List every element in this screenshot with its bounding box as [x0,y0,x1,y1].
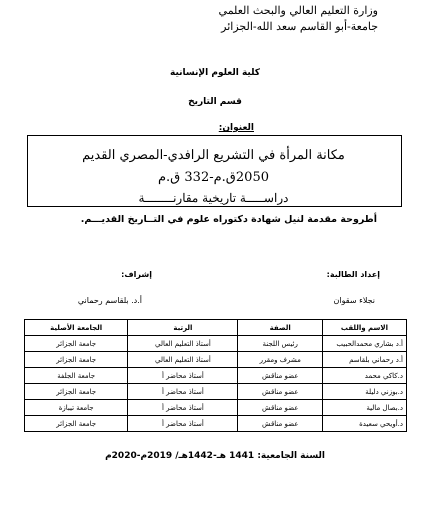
jury-member-role: عضو مناقش [238,400,323,416]
jury-member-rank: أستاذ التعليم العالي [128,352,238,368]
jury-member-university: جامعة الجلفة [25,368,128,384]
jury-header-rank: الرتبة [128,320,238,336]
jury-member-role: مشرف ومقرر [238,352,323,368]
jury-row [25,400,407,416]
jury-header-row [25,320,407,336]
jury-member-name: أ.د رحماني بلقاسم [322,352,406,368]
thesis-period: 2050ق.م-332 ق.م [158,170,269,185]
jury-header-role: الصفة [238,320,323,336]
jury-member-role: رئيس اللجنة [238,336,323,352]
jury-member-university: جامعة تيبازة [25,400,128,416]
jury-member-rank: أستاذ محاضر أ [128,384,238,400]
jury-member-role: عضو مناقش [238,368,323,384]
student-name: نجلاء سقوان [333,296,375,305]
jury-header-university: الجامعة الأصلية [25,320,128,336]
jury-member-university: جامعة الجزائر [25,384,128,400]
jury-member-name: د.أويحي سعيدة [322,416,406,432]
supervisor-name: أ.د. بلقاسم رحماني [77,296,142,305]
jury-row [25,416,407,432]
student-label: إعداد الطالبة: [326,270,380,279]
jury-row [25,336,407,352]
jury-header-name: الاسم واللقب [322,320,406,336]
jury-member-rank: أستاذ محاضر أ [128,368,238,384]
jury-member-rank: أستاذ محاضر أ [128,416,238,432]
jury-table [24,319,407,432]
department-name: قسم التاريخ [188,97,242,107]
jury-member-name: د.بصال مالية [322,400,406,416]
jury-row [25,368,407,384]
jury-member-role: عضو مناقش [238,384,323,400]
jury-member-university: جامعة الجزائر [25,416,128,432]
jury-member-university: جامعة الجزائر [25,352,128,368]
ministry-name: وزارة التعليم العالي والبحث العلمي [218,4,378,17]
jury-member-name: د.بوزني دليلة [322,384,406,400]
title-label: العنوان: [218,123,254,133]
jury-member-university: جامعة الجزائر [25,336,128,352]
thesis-purpose: أطروحة مقدمة لنيل شهادة دكتوراه علوم في التــاريخ القديـــم. [80,214,377,225]
jury-member-name: د.كاكي محمد [322,368,406,384]
jury-row [25,384,407,400]
jury-member-rank: أستاذ التعليم العالي [128,336,238,352]
faculty-name: كلية العلوم الإنسانية [170,68,260,78]
supervisor-label: إشراف: [121,270,152,279]
jury-member-name: أ.د بشاري محمدالحبيب [322,336,406,352]
jury-row [25,352,407,368]
thesis-title: مكانة المرأة في التشريع الرافدي-المصري القديم [82,148,345,163]
institution-header [219,3,378,35]
academic-year: السنة الجامعية: 1441 هـ-1442هـ/ 2019م-2020م [105,451,325,461]
jury-member-role: عضو مناقش [238,416,323,432]
jury-member-rank: أستاذ محاضر أ [128,400,238,416]
university-name: جامعة-أبو القاسم سعد الله-الجزائر [221,20,378,33]
thesis-subtitle: دراســـــة تاريخية مقارنــــــــة [138,191,289,205]
